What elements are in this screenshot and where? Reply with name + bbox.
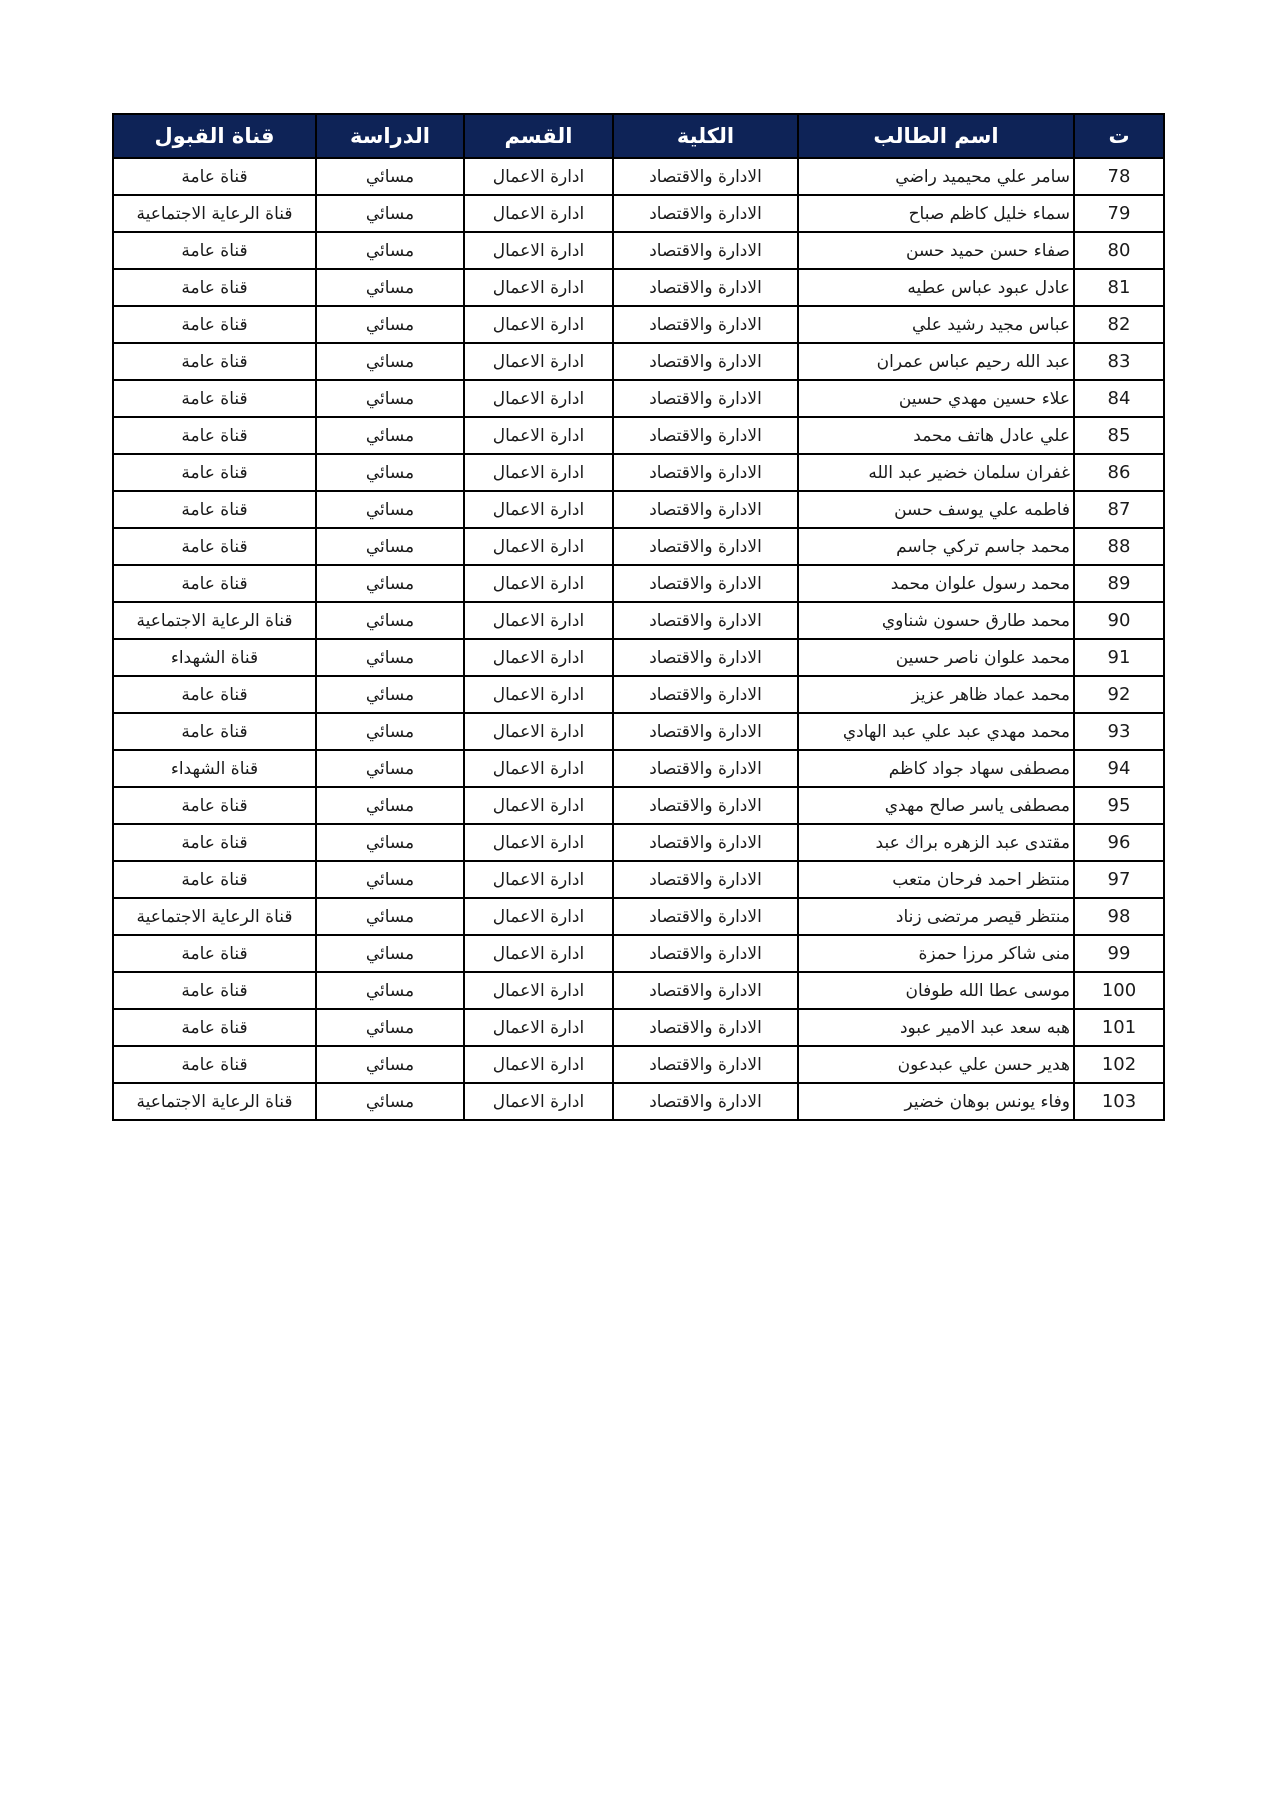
cell-department: ادارة الاعمال xyxy=(464,713,613,750)
cell-college: الادارة والاقتصاد xyxy=(613,787,798,824)
header-row xyxy=(113,114,1164,158)
cell-study: مسائي xyxy=(316,565,464,602)
cell-index: 93 xyxy=(1074,713,1164,750)
cell-college: الادارة والاقتصاد xyxy=(613,750,798,787)
cell-student-name: هدير حسن علي عبدعون xyxy=(798,1046,1074,1083)
cell-admission-channel: قناة الشهداء xyxy=(113,639,316,676)
cell-student-name: محمد علوان ناصر حسين xyxy=(798,639,1074,676)
table-row xyxy=(113,1009,1164,1046)
cell-college: الادارة والاقتصاد xyxy=(613,269,798,306)
cell-student-name: عادل عبود عباس عطيه xyxy=(798,269,1074,306)
cell-student-name: محمد مهدي عبد علي عبد الهادي xyxy=(798,713,1074,750)
cell-department: ادارة الاعمال xyxy=(464,565,613,602)
cell-department: ادارة الاعمال xyxy=(464,195,613,232)
table-row xyxy=(113,232,1164,269)
cell-department: ادارة الاعمال xyxy=(464,158,613,195)
header-cell-index: ت xyxy=(1074,114,1164,158)
table-row xyxy=(113,639,1164,676)
table-row xyxy=(113,343,1164,380)
cell-study: مسائي xyxy=(316,158,464,195)
cell-study: مسائي xyxy=(316,676,464,713)
cell-student-name: علي عادل هاتف محمد xyxy=(798,417,1074,454)
cell-admission-channel: قناة عامة xyxy=(113,676,316,713)
cell-study: مسائي xyxy=(316,861,464,898)
cell-student-name: وفاء يونس بوهان خضير xyxy=(798,1083,1074,1120)
cell-index: 84 xyxy=(1074,380,1164,417)
table-header xyxy=(113,114,1164,158)
cell-student-name: هبه سعد عبد الامير عبود xyxy=(798,1009,1074,1046)
header-cell-college: الكلية xyxy=(613,114,798,158)
cell-study: مسائي xyxy=(316,306,464,343)
cell-admission-channel: قناة عامة xyxy=(113,454,316,491)
header-cell-admission-channel: قناة القبول xyxy=(113,114,316,158)
cell-department: ادارة الاعمال xyxy=(464,269,613,306)
table-row xyxy=(113,1046,1164,1083)
cell-department: ادارة الاعمال xyxy=(464,898,613,935)
table-row xyxy=(113,824,1164,861)
cell-study: مسائي xyxy=(316,972,464,1009)
cell-study: مسائي xyxy=(316,269,464,306)
cell-department: ادارة الاعمال xyxy=(464,935,613,972)
cell-study: مسائي xyxy=(316,935,464,972)
cell-index: 79 xyxy=(1074,195,1164,232)
cell-student-name: صفاء حسن حميد حسن xyxy=(798,232,1074,269)
table-row xyxy=(113,565,1164,602)
cell-college: الادارة والاقتصاد xyxy=(613,824,798,861)
cell-study: مسائي xyxy=(316,417,464,454)
table-body xyxy=(113,158,1164,1120)
cell-department: ادارة الاعمال xyxy=(464,972,613,1009)
cell-study: مسائي xyxy=(316,232,464,269)
table-row xyxy=(113,1083,1164,1120)
cell-department: ادارة الاعمال xyxy=(464,824,613,861)
cell-index: 95 xyxy=(1074,787,1164,824)
table-row xyxy=(113,528,1164,565)
table-row xyxy=(113,306,1164,343)
cell-department: ادارة الاعمال xyxy=(464,787,613,824)
cell-admission-channel: قناة عامة xyxy=(113,1009,316,1046)
cell-study: مسائي xyxy=(316,454,464,491)
cell-index: 96 xyxy=(1074,824,1164,861)
table-row xyxy=(113,787,1164,824)
cell-admission-channel: قناة عامة xyxy=(113,343,316,380)
cell-student-name: محمد عماد ظاهر عزيز xyxy=(798,676,1074,713)
cell-admission-channel: قناة عامة xyxy=(113,935,316,972)
cell-department: ادارة الاعمال xyxy=(464,454,613,491)
cell-college: الادارة والاقتصاد xyxy=(613,861,798,898)
cell-college: الادارة والاقتصاد xyxy=(613,565,798,602)
cell-department: ادارة الاعمال xyxy=(464,232,613,269)
cell-college: الادارة والاقتصاد xyxy=(613,417,798,454)
cell-study: مسائي xyxy=(316,1083,464,1120)
cell-admission-channel: قناة عامة xyxy=(113,380,316,417)
cell-admission-channel: قناة عامة xyxy=(113,713,316,750)
cell-study: مسائي xyxy=(316,1046,464,1083)
students-table xyxy=(112,113,1165,1121)
cell-college: الادارة والاقتصاد xyxy=(613,306,798,343)
cell-student-name: فاطمه علي يوسف حسن xyxy=(798,491,1074,528)
table-row xyxy=(113,898,1164,935)
cell-index: 94 xyxy=(1074,750,1164,787)
cell-college: الادارة والاقتصاد xyxy=(613,491,798,528)
table-row xyxy=(113,713,1164,750)
cell-index: 87 xyxy=(1074,491,1164,528)
cell-study: مسائي xyxy=(316,491,464,528)
cell-college: الادارة والاقتصاد xyxy=(613,343,798,380)
header-cell-study: الدراسة xyxy=(316,114,464,158)
cell-study: مسائي xyxy=(316,195,464,232)
cell-admission-channel: قناة الرعاية الاجتماعية xyxy=(113,898,316,935)
table-row xyxy=(113,380,1164,417)
cell-index: 102 xyxy=(1074,1046,1164,1083)
table-row xyxy=(113,269,1164,306)
cell-student-name: عبد الله رحيم عباس عمران xyxy=(798,343,1074,380)
cell-college: الادارة والاقتصاد xyxy=(613,898,798,935)
table-row xyxy=(113,454,1164,491)
table-row xyxy=(113,750,1164,787)
cell-student-name: عباس مجيد رشيد علي xyxy=(798,306,1074,343)
cell-admission-channel: قناة الرعاية الاجتماعية xyxy=(113,1083,316,1120)
cell-study: مسائي xyxy=(316,787,464,824)
cell-college: الادارة والاقتصاد xyxy=(613,528,798,565)
cell-index: 81 xyxy=(1074,269,1164,306)
cell-index: 80 xyxy=(1074,232,1164,269)
cell-admission-channel: قناة الرعاية الاجتماعية xyxy=(113,195,316,232)
cell-index: 103 xyxy=(1074,1083,1164,1120)
cell-department: ادارة الاعمال xyxy=(464,1083,613,1120)
cell-admission-channel: قناة عامة xyxy=(113,491,316,528)
cell-college: الادارة والاقتصاد xyxy=(613,158,798,195)
cell-admission-channel: قناة عامة xyxy=(113,417,316,454)
cell-admission-channel: قناة الشهداء xyxy=(113,750,316,787)
table-row xyxy=(113,972,1164,1009)
cell-college: الادارة والاقتصاد xyxy=(613,454,798,491)
cell-college: الادارة والاقتصاد xyxy=(613,1009,798,1046)
cell-student-name: محمد طارق حسون شناوي xyxy=(798,602,1074,639)
cell-college: الادارة والاقتصاد xyxy=(613,713,798,750)
cell-college: الادارة والاقتصاد xyxy=(613,232,798,269)
table-row xyxy=(113,195,1164,232)
cell-study: مسائي xyxy=(316,713,464,750)
cell-study: مسائي xyxy=(316,528,464,565)
table-row xyxy=(113,491,1164,528)
cell-college: الادارة والاقتصاد xyxy=(613,676,798,713)
cell-student-name: مصطفى ياسر صالح مهدي xyxy=(798,787,1074,824)
cell-college: الادارة والاقتصاد xyxy=(613,935,798,972)
cell-index: 97 xyxy=(1074,861,1164,898)
cell-college: الادارة والاقتصاد xyxy=(613,972,798,1009)
cell-department: ادارة الاعمال xyxy=(464,1046,613,1083)
cell-student-name: منتظر قيصر مرتضى زناد xyxy=(798,898,1074,935)
cell-study: مسائي xyxy=(316,1009,464,1046)
cell-student-name: منتظر احمد فرحان متعب xyxy=(798,861,1074,898)
cell-student-name: سامر علي محيميد راضي xyxy=(798,158,1074,195)
cell-student-name: محمد رسول علوان محمد xyxy=(798,565,1074,602)
table-row xyxy=(113,676,1164,713)
cell-study: مسائي xyxy=(316,602,464,639)
cell-index: 100 xyxy=(1074,972,1164,1009)
cell-index: 82 xyxy=(1074,306,1164,343)
cell-student-name: محمد جاسم تركي جاسم xyxy=(798,528,1074,565)
cell-admission-channel: قناة عامة xyxy=(113,972,316,1009)
cell-admission-channel: قناة عامة xyxy=(113,565,316,602)
table-row xyxy=(113,417,1164,454)
cell-index: 99 xyxy=(1074,935,1164,972)
cell-admission-channel: قناة عامة xyxy=(113,232,316,269)
cell-index: 90 xyxy=(1074,602,1164,639)
cell-student-name: مصطفى سهاد جواد كاظم xyxy=(798,750,1074,787)
cell-study: مسائي xyxy=(316,750,464,787)
cell-student-name: سماء خليل كاظم صباح xyxy=(798,195,1074,232)
cell-department: ادارة الاعمال xyxy=(464,528,613,565)
cell-admission-channel: قناة الرعاية الاجتماعية xyxy=(113,602,316,639)
cell-department: ادارة الاعمال xyxy=(464,1009,613,1046)
cell-department: ادارة الاعمال xyxy=(464,602,613,639)
cell-college: الادارة والاقتصاد xyxy=(613,1046,798,1083)
cell-admission-channel: قناة عامة xyxy=(113,306,316,343)
cell-college: الادارة والاقتصاد xyxy=(613,380,798,417)
cell-department: ادارة الاعمال xyxy=(464,380,613,417)
cell-admission-channel: قناة عامة xyxy=(113,158,316,195)
cell-study: مسائي xyxy=(316,380,464,417)
cell-index: 89 xyxy=(1074,565,1164,602)
cell-college: الادارة والاقتصاد xyxy=(613,602,798,639)
table-row xyxy=(113,935,1164,972)
cell-index: 86 xyxy=(1074,454,1164,491)
cell-index: 88 xyxy=(1074,528,1164,565)
cell-department: ادارة الاعمال xyxy=(464,417,613,454)
cell-student-name: منى شاكر مرزا حمزة xyxy=(798,935,1074,972)
cell-student-name: علاء حسين مهدي حسين xyxy=(798,380,1074,417)
cell-study: مسائي xyxy=(316,824,464,861)
cell-admission-channel: قناة عامة xyxy=(113,269,316,306)
cell-study: مسائي xyxy=(316,898,464,935)
cell-index: 78 xyxy=(1074,158,1164,195)
table-row xyxy=(113,861,1164,898)
cell-department: ادارة الاعمال xyxy=(464,343,613,380)
cell-department: ادارة الاعمال xyxy=(464,639,613,676)
cell-admission-channel: قناة عامة xyxy=(113,861,316,898)
header-cell-department: القسم xyxy=(464,114,613,158)
cell-index: 101 xyxy=(1074,1009,1164,1046)
cell-study: مسائي xyxy=(316,343,464,380)
cell-department: ادارة الاعمال xyxy=(464,306,613,343)
cell-student-name: غفران سلمان خضير عبد الله xyxy=(798,454,1074,491)
cell-college: الادارة والاقتصاد xyxy=(613,195,798,232)
cell-student-name: موسى عطا الله طوفان xyxy=(798,972,1074,1009)
table-row xyxy=(113,602,1164,639)
cell-college: الادارة والاقتصاد xyxy=(613,1083,798,1120)
cell-index: 83 xyxy=(1074,343,1164,380)
cell-study: مسائي xyxy=(316,639,464,676)
cell-index: 91 xyxy=(1074,639,1164,676)
table-row xyxy=(113,158,1164,195)
cell-department: ادارة الاعمال xyxy=(464,491,613,528)
cell-student-name: مقتدى عبد الزهره براك عبد xyxy=(798,824,1074,861)
cell-index: 92 xyxy=(1074,676,1164,713)
cell-department: ادارة الاعمال xyxy=(464,676,613,713)
cell-admission-channel: قناة عامة xyxy=(113,528,316,565)
cell-college: الادارة والاقتصاد xyxy=(613,639,798,676)
cell-admission-channel: قناة عامة xyxy=(113,824,316,861)
cell-department: ادارة الاعمال xyxy=(464,861,613,898)
cell-department: ادارة الاعمال xyxy=(464,750,613,787)
cell-index: 85 xyxy=(1074,417,1164,454)
cell-admission-channel: قناة عامة xyxy=(113,787,316,824)
cell-index: 98 xyxy=(1074,898,1164,935)
header-cell-student-name: اسم الطالب xyxy=(798,114,1074,158)
cell-admission-channel: قناة عامة xyxy=(113,1046,316,1083)
